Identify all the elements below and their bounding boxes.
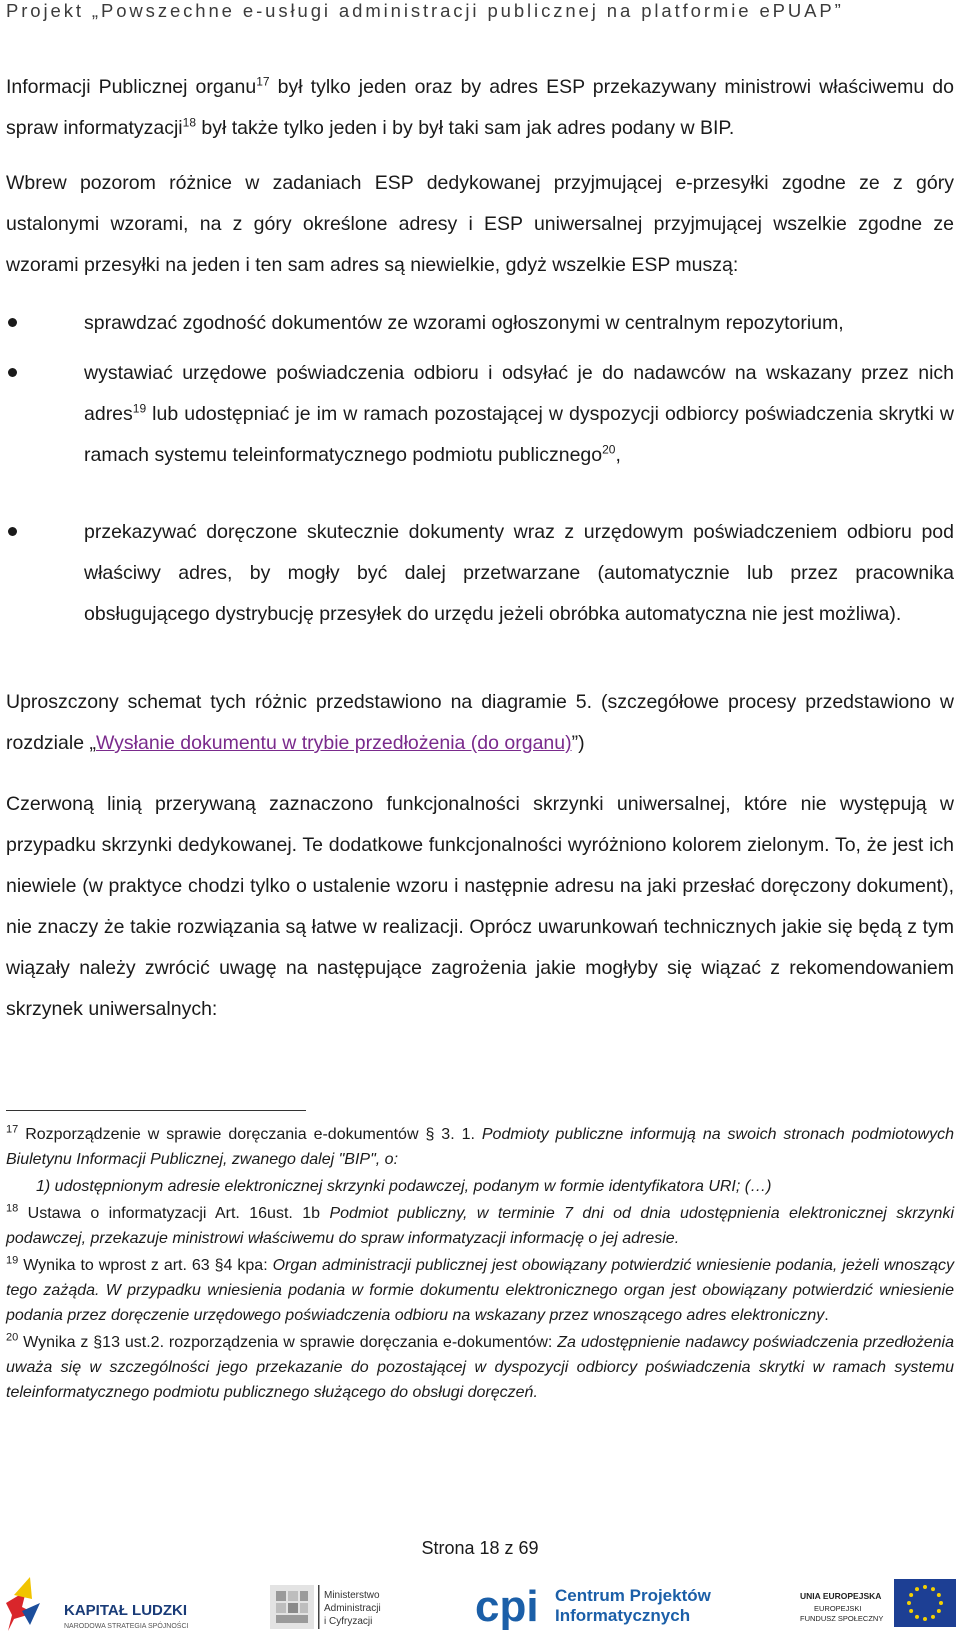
paragraph-text: Uproszczony schemat tych różnic przedstawiono na diagramie 5. (szczegółowe procesy przedstawiono w rozdziale „ <box>6 691 954 754</box>
paragraph-universal-box-risks: Czerwoną linią przerywaną zaznaczono funkcjonalności skrzynki uniwersalnej, które nie występują w przypadku skrzynki dedykowanej. Te dodatkowe funkcjonalności wyróżniono kolorem zielonym. To, że jest ich niewiele (w praktyce chodzi tylko o ustalenie wzoru i następnie adresu na jaki przesłać doręczony dokument), nie znaczy że takie rozwiązania są łatwe w realizacji. Oprócz uwarunkowań technicznych jakie się będą z tym wiązały należy zwrócić uwagę na następujące zagrożenia jakie mogłyby się wiązać z rekomendowaniem skrzynek uniwersalnych: <box>6 793 954 1020</box>
ministry-emblem-cell <box>288 1591 298 1601</box>
paragraph-diagram-reference <box>6 682 954 764</box>
footnote-number: 17 <box>6 1123 19 1136</box>
eu-star-icon <box>939 1601 943 1605</box>
cpi-mark: cpi <box>475 1582 539 1631</box>
running-header: Projekt „Powszechne e-usługi administracji publicznej na platformie ePUAP” <box>6 0 844 21</box>
footnote-separator <box>6 1110 306 1111</box>
cpi-logo <box>475 1573 725 1635</box>
footnote-quote: 1) udostępnionym adresie elektronicznej skrzynki podawczej, podanym w formie identyfikatora URI; (…) <box>36 1178 772 1195</box>
bullet-text-part: , <box>615 444 621 466</box>
footnotes <box>6 1122 954 1407</box>
bullet-dot-icon <box>8 527 17 536</box>
paragraph-text: Informacji Publicznej organu <box>6 76 257 98</box>
ministry-emblem-cell <box>276 1615 308 1623</box>
cpi-line-2: Informatycznych <box>555 1606 691 1625</box>
ministry-emblem-cell <box>300 1591 308 1601</box>
eu-line-2: EUROPEJSKI <box>814 1604 862 1613</box>
footnote-18 <box>6 1201 954 1251</box>
footnote-text: Rozporządzenie w sprawie doręczania e-dokumentów § 3. 1. <box>18 1126 482 1143</box>
ministry-divider <box>318 1585 320 1629</box>
section-link[interactable]: Wysłanie dokumentu w trybie przedłożenia (do organu) <box>95 732 572 754</box>
bullet-text-part: lub udostępniać je im w ramach pozostającej w dyspozycji odbiorcy poświadczenia skrytki w ramach systemu teleinformatycznego podmiotu publicznego <box>84 403 954 466</box>
kl-star-yellow <box>14 1577 32 1599</box>
footnote-20 <box>6 1330 954 1405</box>
footnote-text: Wynika z §13 ust.2. rozporządzenia w sprawie doręczania e-dokumentów: <box>18 1334 558 1351</box>
sponsor-logo-bar <box>0 1573 960 1641</box>
eu-star-icon <box>937 1593 941 1597</box>
eu-star-icon <box>909 1609 913 1613</box>
ministry-emblem-cell <box>276 1603 286 1613</box>
bullet-text: przekazywać doręczone skutecznie dokumenty wraz z urzędowym poświadczeniem odbioru pod właściwy adres, by mogły być dalej przetwarzane (automatycznie lub przez pracownika obsługującego dystrybucję przesyłek do urzędu jeżeli obróbka automatyczna nie jest możliwa). <box>84 521 954 625</box>
eu-star-icon <box>915 1615 919 1619</box>
bullet-dot-icon <box>8 318 17 327</box>
ministry-line-2: Administracji <box>324 1603 381 1614</box>
footnote-quote: Za udostępnienie nadawcy poświadczenia przedłożenia uważa się w szczególności jego przekazanie do pozostającej w dyspozycji odbiorcy poświadczenia skrytki w ramach systemu teleinformatycznego podmiotu publicznego służącego do obsługi doręczeń. <box>6 1334 955 1401</box>
ministry-line-3: i Cyfryzacji <box>324 1616 373 1627</box>
page-number: Strona 18 z 69 <box>421 1538 539 1558</box>
paragraph-text: był tylko jeden oraz by adres ESP przekazywany ministrowi właściwemu do spraw informatyzacji <box>6 76 954 139</box>
ministry-emblem-cell <box>300 1603 308 1613</box>
paragraph-continuation <box>6 67 954 149</box>
ministry-logo <box>270 1573 400 1635</box>
paragraph-esp-differences: Wbrew pozorom różnice w zadaniach ESP dedykowanej przyjmującej e-przesyłki zgodne ze z góry ustalonymi wzorami, na z góry określone adresy i ESP uniwersalnej przyjmującej wszelkie zgodne ze wzorami przesyłki na jeden i ten sam adres są niewielkie, gdyż wszelkie ESP muszą: <box>6 172 954 276</box>
footnote-number: 18 <box>6 1202 19 1215</box>
kl-title: KAPITAŁ LUDZKI <box>64 1602 188 1619</box>
footnote-ref-17[interactable]: 17 <box>256 74 270 89</box>
eu-star-icon <box>915 1587 919 1591</box>
footnote-quote: Organ administracji publicznej jest obowiązany potwierdzić wniesienie podania, jeżeli wnoszący tego zażąda. W przypadku wniesienia podania w formie dokumentu elektronicznego organ jest obowiązany potwierdzić wniesienie podania przez doręczenie urzędowego poświadczenia odbioru na wskazany przez wnoszącego adres elektroniczny <box>6 1257 954 1324</box>
eu-star-icon <box>937 1609 941 1613</box>
bullet-item <box>6 512 954 635</box>
footnote-ref-19[interactable]: 19 <box>132 401 147 416</box>
footnote-number: 19 <box>6 1254 19 1267</box>
footnote-number: 20 <box>6 1331 19 1344</box>
footnote-quote: Podmioty publiczne informują na swoich stronach podmiotowych Biuletynu Informacji Publicznej, zwanego dalej "BIP", o: <box>6 1126 954 1168</box>
footnote-text: . <box>824 1307 829 1324</box>
kl-subtitle: NARODOWA STRATEGIA SPÓJNOŚCI <box>64 1623 189 1630</box>
eu-line-3: FUNDUSZ SPOŁECZNY <box>800 1614 884 1623</box>
footnote-ref-18[interactable]: 18 <box>182 115 196 130</box>
eu-star-icon <box>931 1587 935 1591</box>
footnote-text: Ustawa o informatyzacji Art. 16ust. 1b <box>18 1205 330 1222</box>
eu-star-icon <box>909 1593 913 1597</box>
ministry-line-1: Ministerstwo <box>324 1590 380 1601</box>
eu-logo <box>800 1573 958 1635</box>
ministry-emblem-cell <box>288 1603 298 1613</box>
eu-star-icon <box>931 1615 935 1619</box>
paragraph-text: ”) <box>571 732 585 754</box>
footnote-17 <box>6 1122 954 1172</box>
footnote-ref-20[interactable]: 20 <box>602 442 616 457</box>
eu-star-icon <box>923 1585 927 1589</box>
footnote-17-item <box>6 1174 954 1199</box>
ministry-emblem-cell <box>276 1591 286 1601</box>
footnote-quote: Podmiot publiczny, w terminie 7 dni od dnia udostępnienia elektronicznej skrzynki podawczej, przekazuje ministrowi właściwemu do spraw informatyzacji informację o jej adresie. <box>6 1205 955 1247</box>
eu-star-icon <box>907 1601 911 1605</box>
bullet-item <box>6 353 954 476</box>
footnote-19 <box>6 1253 954 1328</box>
eu-line-1: UNIA EUROPEJSKA <box>800 1591 882 1601</box>
footnote-text: Wynika to wprost z art. 63 §4 kpa: <box>18 1257 273 1274</box>
paragraph-text: był także tylko jeden i by był taki sam jak adres podany w BIP. <box>196 117 735 139</box>
bullet-dot-icon <box>8 368 17 377</box>
kapital-ludzki-logo <box>0 1573 200 1635</box>
cpi-line-1: Centrum Projektów <box>555 1586 711 1605</box>
bullet-text-part: wystawiać urzędowe poświadczenia odbioru i odsyłać je do nadawców na wskazany przez nich adres <box>84 362 954 425</box>
bullet-item <box>6 303 954 344</box>
bullet-text: sprawdzać zgodność dokumentów ze wzorami ogłoszonymi w centralnym repozytorium, <box>84 312 844 334</box>
eu-star-icon <box>923 1617 927 1621</box>
kl-star-blue <box>22 1603 40 1625</box>
bullet-text <box>84 353 954 476</box>
